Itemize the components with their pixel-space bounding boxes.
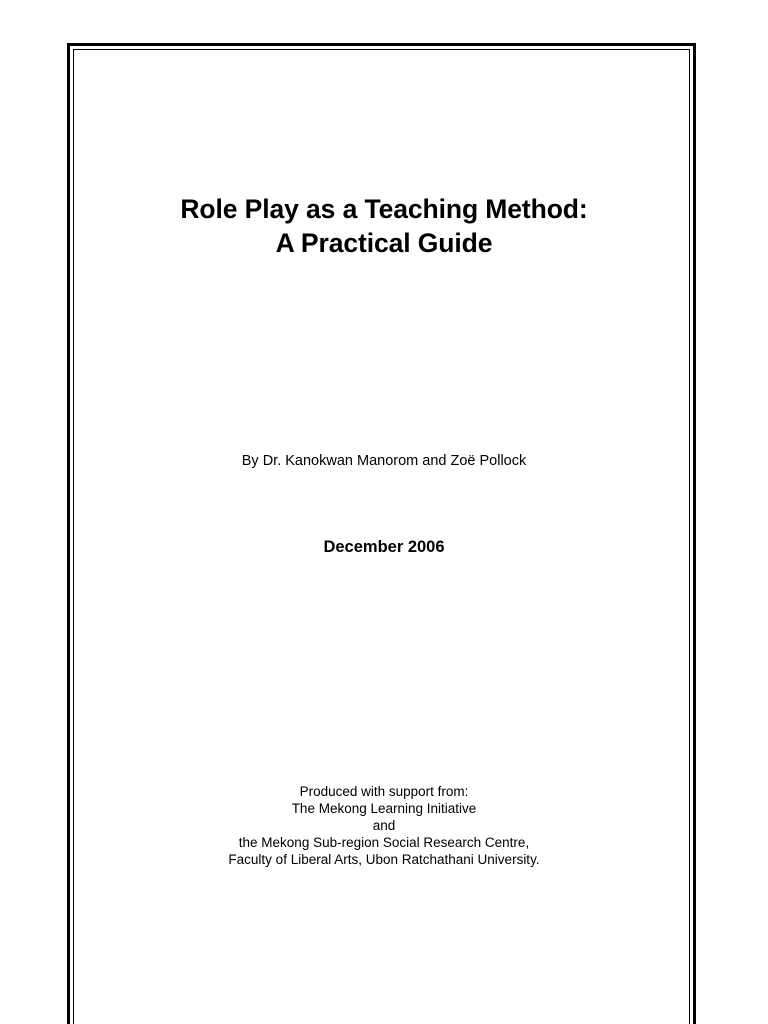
- support-line-4: the Mekong Sub-region Social Research Centre,: [238, 835, 530, 850]
- author-byline: By Dr. Kanokwan Manorom and Zoë Pollock: [241, 453, 527, 469]
- document-title: [73, 192, 695, 260]
- title-line-1: Role Play as a Teaching Method:: [180, 194, 588, 224]
- publication-date: December 2006: [323, 538, 445, 556]
- title-line-2: A Practical Guide: [275, 228, 493, 258]
- support-line-3: and: [372, 818, 396, 833]
- support-line-5: Faculty of Liberal Arts, Ubon Ratchathani University.: [228, 852, 540, 867]
- support-line-2: The Mekong Learning Initiative: [291, 801, 477, 816]
- support-line-1: Produced with support from:: [299, 784, 469, 799]
- support-credits: [73, 783, 695, 868]
